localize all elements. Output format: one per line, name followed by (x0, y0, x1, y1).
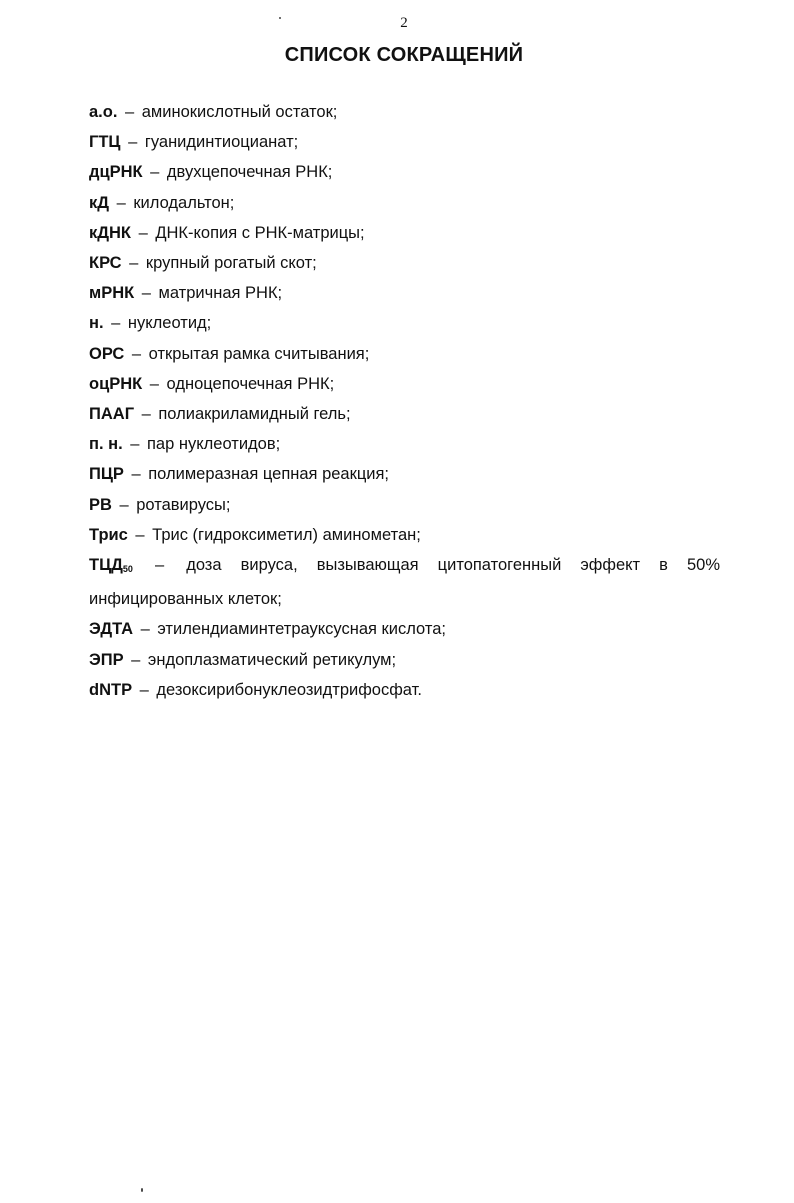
abbreviation-entry (89, 550, 720, 614)
abbreviation-term-text: КРС (89, 254, 122, 273)
abbreviation-entry (89, 127, 720, 157)
abbreviation-term (89, 556, 133, 574)
abbreviation-term (89, 314, 104, 332)
abbreviation-term (89, 133, 121, 151)
abbreviation-entry (89, 218, 720, 248)
abbreviation-term-text: а.о. (89, 103, 118, 121)
abbreviation-term-text: ЭПР (89, 650, 124, 669)
abbreviation-definition: нуклеотид; (127, 314, 212, 333)
abbreviation-definition: пар нуклеотидов; (147, 435, 281, 454)
abbreviation-definition: полимеразная цепная реакция; (148, 465, 390, 484)
abbreviation-entry (89, 188, 720, 218)
abbreviation-term-subscript: 50 (122, 564, 133, 575)
abbreviation-entry (89, 520, 720, 550)
page-number: 2 (400, 15, 408, 31)
abbreviation-entry (89, 308, 720, 338)
abbreviation-term-text: Трис (89, 525, 128, 544)
abbreviation-term-text: н. (89, 314, 104, 333)
abbreviation-definition: матричная РНК; (158, 284, 283, 303)
abbreviation-definition: гуанидинтиоцианат; (144, 133, 299, 152)
entry-separator-dash: – (154, 556, 165, 575)
entry-separator-dash: – (131, 465, 141, 484)
abbreviation-entry (89, 97, 720, 127)
abbreviation-term (89, 163, 143, 181)
abbreviation-list (89, 97, 720, 705)
abbreviation-entry (89, 339, 720, 369)
abbreviation-term (89, 526, 128, 544)
abbreviation-entry (89, 399, 720, 429)
page-title: СПИСОК СОКРАЩЕНИЙ (284, 44, 524, 66)
abbreviation-definition: этилендиаминтетрауксусная кислота; (157, 620, 446, 639)
entry-separator-dash: – (141, 405, 151, 424)
entry-separator-dash: – (128, 133, 138, 152)
abbreviation-entry (89, 248, 720, 278)
abbreviation-entry (89, 459, 720, 489)
entry-separator-dash: – (131, 344, 142, 363)
abbreviation-term (89, 254, 122, 272)
abbreviation-term-text: ПЦР (89, 465, 124, 484)
entry-separator-dash: – (131, 650, 141, 669)
entry-separator-dash: – (116, 193, 126, 212)
entry-separator-dash: – (150, 163, 160, 182)
abbreviation-term-text: дцРНК (89, 163, 143, 182)
abbreviation-term-text: ОРС (89, 344, 125, 363)
abbreviation-definition: одноцепочечная РНК; (166, 374, 335, 393)
abbreviation-definition: крупный рогатый скот; (145, 254, 317, 273)
abbreviation-term-text: оцРНК (89, 374, 143, 393)
abbreviation-definition: ротавирусы; (136, 495, 231, 514)
abbreviation-definition: ДНК-копия с РНК-матрицы; (155, 223, 365, 242)
abbreviation-term (89, 405, 134, 423)
entry-separator-dash: – (135, 525, 145, 544)
abbreviation-entry (89, 675, 720, 705)
abbreviation-term-text: мРНК (89, 284, 135, 303)
abbreviation-term (89, 345, 124, 363)
abbreviation-term (89, 435, 123, 453)
abbreviation-entry (89, 278, 720, 308)
entry-separator-dash: – (139, 680, 149, 699)
abbreviation-term (89, 375, 142, 393)
abbreviation-definition: открытая рамка считывания; (148, 344, 370, 363)
entry-separator-dash: – (129, 254, 139, 273)
entry-separator-dash: – (140, 620, 150, 639)
entry-separator-dash: – (149, 374, 159, 393)
abbreviation-term-text: ТЦД (89, 556, 123, 575)
abbreviation-entry (89, 614, 720, 644)
abbreviation-term (89, 465, 124, 483)
abbreviation-entry (89, 369, 720, 399)
scan-speck (279, 17, 281, 19)
entry-separator-dash: – (111, 314, 121, 333)
abbreviation-term (89, 651, 124, 669)
abbreviation-term-text: РВ (89, 495, 112, 514)
abbreviation-term-text: кДНК (89, 223, 131, 242)
abbreviation-definition: Трис (гидроксиметил) аминометан; (152, 525, 421, 544)
entry-separator-dash: – (119, 495, 129, 514)
abbreviation-term (89, 681, 132, 699)
abbreviation-definition: эндоплазматический ретикулум; (147, 650, 397, 669)
abbreviation-definition: двухцепочечная РНК; (166, 163, 333, 182)
abbreviation-definition: аминокислотный остаток; (141, 103, 338, 121)
abbreviation-term-text: п. н. (89, 435, 123, 454)
abbreviation-term (89, 284, 134, 302)
scan-speck (141, 1188, 143, 1192)
abbreviation-term-text: ПААГ (89, 405, 135, 424)
abbreviation-term (89, 194, 109, 212)
abbreviation-term (89, 620, 133, 638)
abbreviation-term-text: кД (89, 193, 110, 212)
entry-separator-dash: – (141, 284, 151, 303)
abbreviation-term-text: ЭДТА (89, 620, 134, 639)
abbreviation-entry (89, 490, 720, 520)
abbreviation-definition: дезоксирибонуклеозидтрифосфат. (156, 680, 422, 699)
abbreviation-definition: килодальтон; (133, 193, 235, 212)
entry-separator-dash: – (125, 103, 135, 121)
abbreviation-entry (89, 429, 720, 459)
abbreviation-entry (89, 645, 720, 675)
entry-separator-dash: – (138, 223, 148, 242)
abbreviation-term (89, 103, 117, 121)
abbreviation-term-text: ГТЦ (89, 133, 121, 152)
abbreviation-definition: полиакриламидный гель; (158, 405, 351, 424)
abbreviation-term (89, 224, 131, 242)
entry-separator-dash: – (130, 435, 140, 454)
abbreviation-entry (89, 157, 720, 187)
abbreviation-definition: доза вируса, вызывающая цитопатогенный эффект в 50% инфицированных клеток; (89, 556, 720, 609)
abbreviation-term-text: dNTP (89, 680, 133, 699)
abbreviation-term (89, 496, 112, 514)
